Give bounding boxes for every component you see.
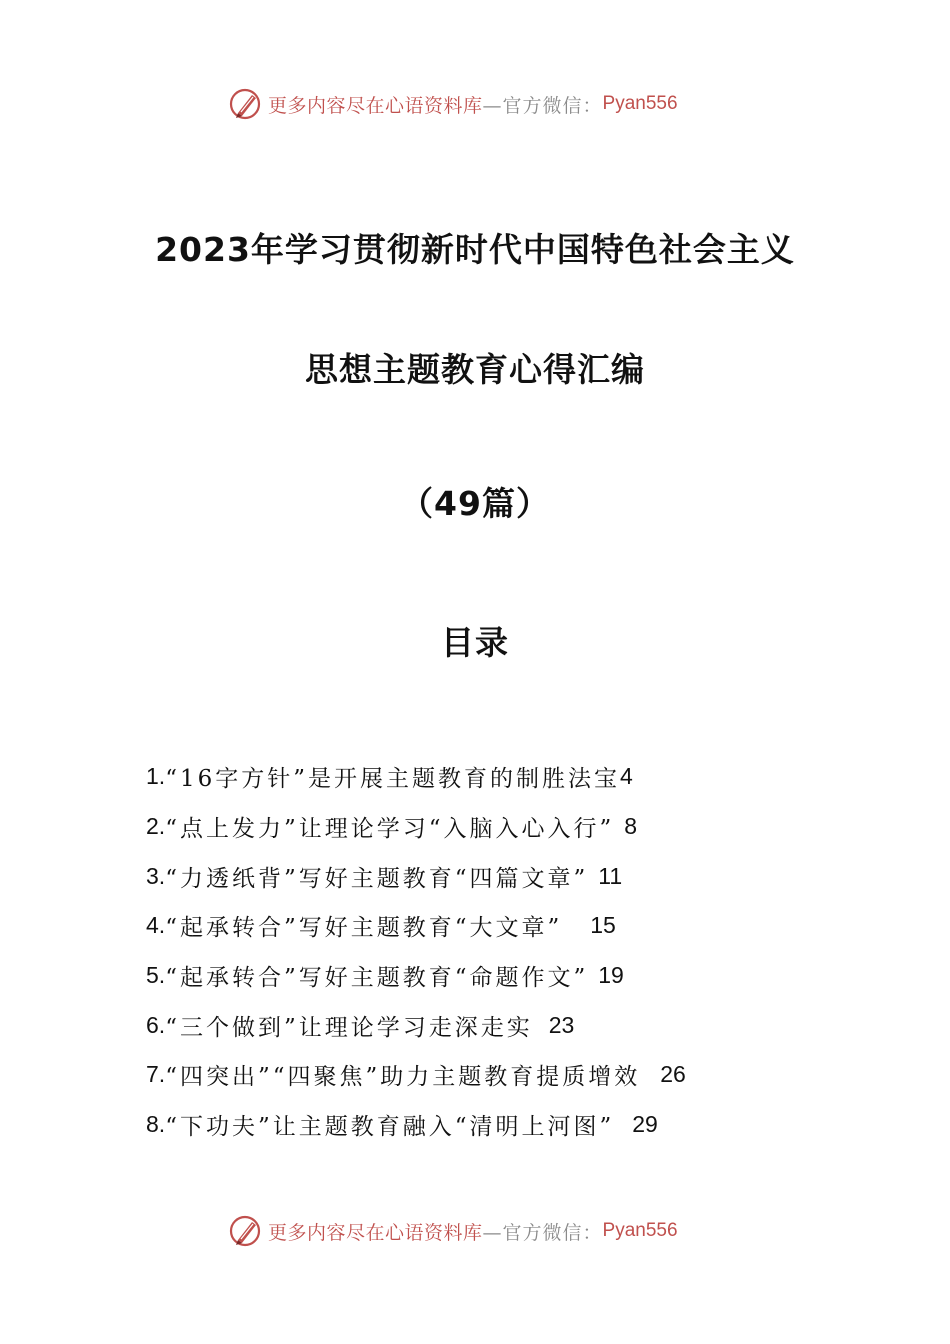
toc-entry-page: 23: [548, 1011, 575, 1038]
toc-entry[interactable]: [146, 851, 846, 901]
toc-entry-title: “点上发力”让理论学习“入脑入心入行”: [165, 816, 615, 843]
toc-entry-number: 5.: [146, 962, 166, 989]
toc-entry-number: 2.: [146, 813, 166, 840]
document-title-line-2: 思想主题教育心得汇编: [305, 350, 645, 389]
toc-entry-page: 15: [590, 912, 616, 939]
toc-entry[interactable]: [146, 752, 846, 802]
watermark-text: 更多内容尽在心语资料库: [268, 94, 483, 117]
toc-heading: 目录: [441, 623, 509, 662]
toc-entry-title: “三个做到”让理论学习走深走实: [165, 1014, 533, 1041]
table-of-contents: [146, 752, 846, 1150]
watermark-text: 更多内容尽在心语资料库: [268, 1221, 483, 1244]
watermark-separator: —官方微信：: [482, 94, 603, 117]
toc-entry[interactable]: [146, 802, 846, 852]
toc-entry-number: 6.: [146, 1011, 166, 1038]
header-watermark: [228, 84, 678, 124]
toc-entry-number: 8.: [146, 1111, 166, 1138]
toc-entry-number: 4.: [146, 912, 166, 939]
toc-entry[interactable]: [146, 1100, 846, 1150]
toc-entry[interactable]: [146, 1000, 846, 1050]
watermark-wechat-id: Pyan556: [602, 1220, 678, 1241]
toc-entry-title: “起承转合”写好主题教育“命题作文”: [165, 965, 589, 992]
toc-entry-number: 1.: [146, 763, 166, 790]
toc-entry[interactable]: [146, 1050, 846, 1100]
article-count: （49篇）: [400, 484, 550, 523]
toc-entry-page: 26: [660, 1061, 686, 1088]
toc-entry-number: 7.: [146, 1061, 166, 1088]
toc-entry[interactable]: [146, 951, 846, 1001]
toc-entry-page: 11: [598, 862, 623, 889]
toc-entry-title: “16字方针”是开展主题教育的制胜法宝: [165, 766, 620, 793]
toc-entry-number: 3.: [146, 862, 166, 889]
toc-entry-page: 19: [598, 962, 624, 989]
toc-entry-page: 29: [632, 1111, 658, 1138]
watermark-wechat-id: Pyan556: [602, 93, 678, 114]
pen-nib-icon: [228, 86, 264, 122]
toc-entry-title: “起承转合”写好主题教育“大文章”: [165, 915, 563, 942]
footer-watermark: [228, 1211, 678, 1251]
document-title-line-1: 2023年学习贯彻新时代中国特色社会主义: [155, 230, 795, 269]
toc-entry-page: 8: [624, 813, 638, 840]
toc-entry-title: “下功夫”让主题教育融入“清明上河图”: [165, 1114, 615, 1141]
watermark-separator: —官方微信：: [482, 1221, 603, 1244]
toc-entry-title: “四突出”“四聚焦”助力主题教育提质增效: [165, 1064, 641, 1091]
pen-nib-icon: [228, 1213, 264, 1249]
toc-entry-title: “力透纸背”写好主题教育“四篇文章”: [165, 865, 589, 892]
toc-entry-page: 4: [619, 763, 633, 790]
toc-entry[interactable]: [146, 901, 846, 951]
